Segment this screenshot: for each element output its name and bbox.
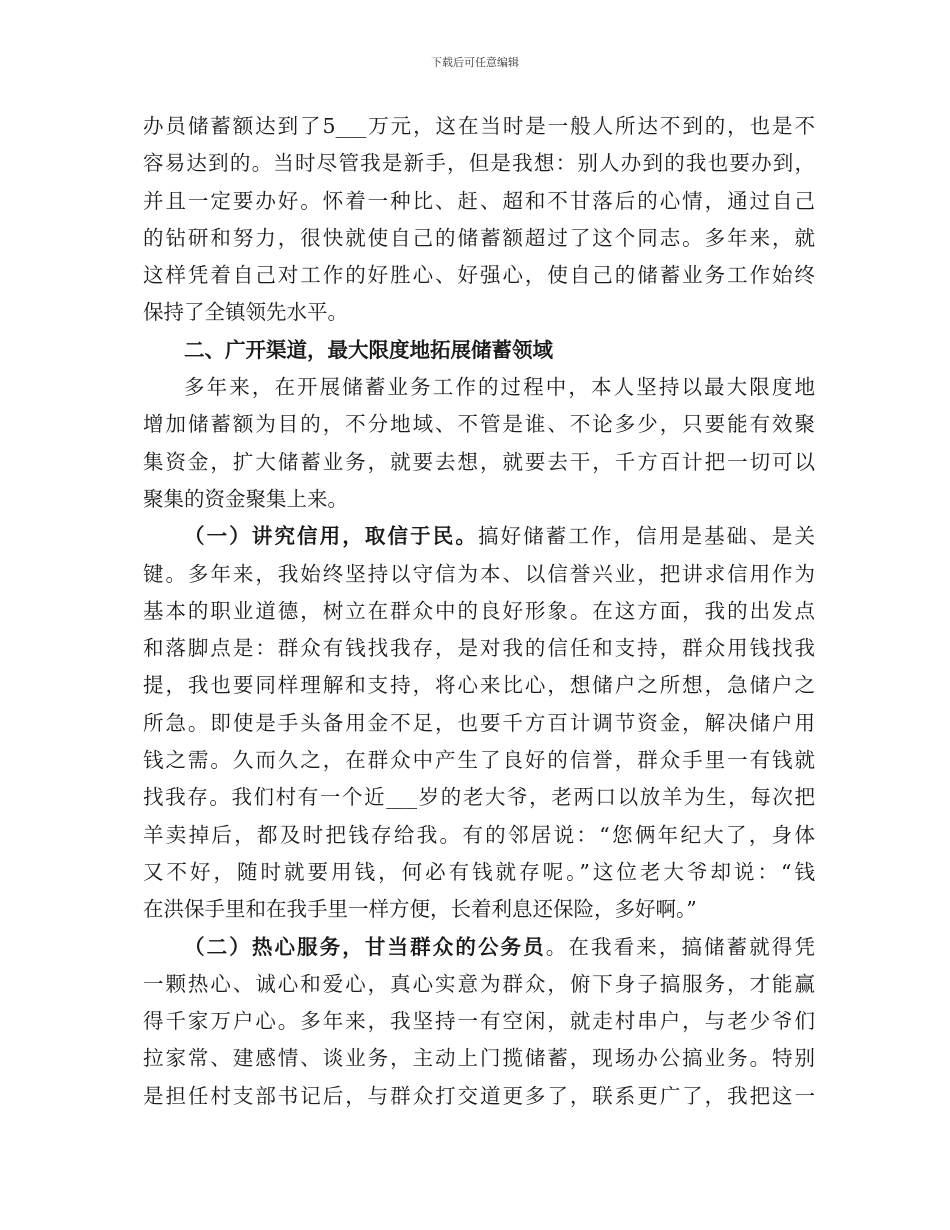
- paragraph-line: 提，我也要同样理解和支持，将心来比心，想储户之所想，急储户之: [143, 673, 815, 698]
- paragraph-line: （二）热心服务，甘当群众的公务员。在我看来，搞储蓄就得凭: [184, 934, 816, 959]
- paragraph-line: 和落脚点是：群众有钱找我存，是对我的信任和支持，群众用钱找我: [143, 636, 815, 661]
- paragraph-line: 的钻研和努力，很快就使自己的储蓄额超过了这个同志。多年来，就: [143, 225, 815, 250]
- paragraph-line: 所急。即使是手头备用金不足，也要千方百计调节资金，解决储户用: [143, 710, 815, 735]
- paragraph-line: 拉家常、建感情、谈业务，主动上门揽储蓄，现场办公搞业务。特别: [143, 1046, 815, 1071]
- paragraph-line: 得千家万户心。多年来，我坚持一有空闲，就走村串户，与老少爷们: [143, 1009, 815, 1034]
- paragraph-line: 钱之需。久而久之，在群众中产生了良好的信誉，群众手里一有钱就: [143, 748, 815, 773]
- section-heading: 二、广开渠道，最大限度地拓展储蓄领域: [184, 337, 553, 362]
- paragraph-line: 这样凭着自己对工作的好胜心、好强心，使自己的储蓄业务工作始终: [143, 263, 815, 288]
- paragraph-line: 并且一定要办好。怀着一种比、赶、超和不甘落后的心情，通过自己: [143, 188, 815, 213]
- paragraph-line: 增加储蓄额为目的，不分地域、不管是谁、不论多少，只要能有效聚: [143, 412, 815, 437]
- paragraph-line: 办员储蓄额达到了5___万元，这在当时是一般人所达不到的，也是不: [143, 114, 815, 138]
- paragraph-line: 羊卖掉后，都及时把钱存给我。有的邻居说：“您俩年纪大了，身体: [143, 822, 815, 847]
- paragraph-line: （一）讲究信用，取信于民。搞好储蓄工作，信用是基础、是关: [184, 524, 816, 549]
- paragraph-line: 又不好，随时就要用钱，何必有钱就存呢。”这位老大爷却说：“钱: [143, 859, 815, 884]
- paragraph-line: 集资金，扩大储蓄业务，就要去想，就要去干，千方百计把一切可以: [143, 449, 815, 474]
- paragraph-line: 键。多年来，我始终坚持以守信为本、以信誉兴业，把讲求信用作为: [143, 561, 815, 586]
- paragraph-line: 是担任村支部书记后，与群众打交道更多了，联系更广了，我把这一: [143, 1083, 815, 1108]
- paragraph-line: 基本的职业道德，树立在群众中的良好形象。在这方面，我的出发点: [143, 598, 815, 623]
- subheading: （二）热心服务，甘当群众的公务员: [184, 934, 546, 959]
- paragraph-line: 找我存。我们村有一个近___岁的老大爷，老两口以放羊为生，每次把: [143, 785, 815, 810]
- paragraph-line: 聚集的资金聚集上来。: [143, 486, 348, 511]
- paragraph-line: 容易达到的。当时尽管我是新手，但是我想：别人办到的我也要办到，: [143, 151, 815, 176]
- subheading: （一）讲究信用，取信于民。: [184, 524, 478, 549]
- paragraph-line: 多年来，在开展储蓄业务工作的过程中，本人坚持以最大限度地: [184, 375, 815, 400]
- page-header: 下载后可任意编辑: [431, 56, 519, 69]
- paragraph-line: 一颗热心、诚心和爱心，真心实意为群众，俯下身子搞服务，才能赢: [143, 971, 815, 996]
- paragraph-line: 在洪保手里和在我手里一样方便，长着利息还保险，多好啊。”: [143, 897, 697, 922]
- paragraph-line: 保持了全镇领先水平。: [143, 300, 348, 325]
- document-body: [143, 108, 815, 1115]
